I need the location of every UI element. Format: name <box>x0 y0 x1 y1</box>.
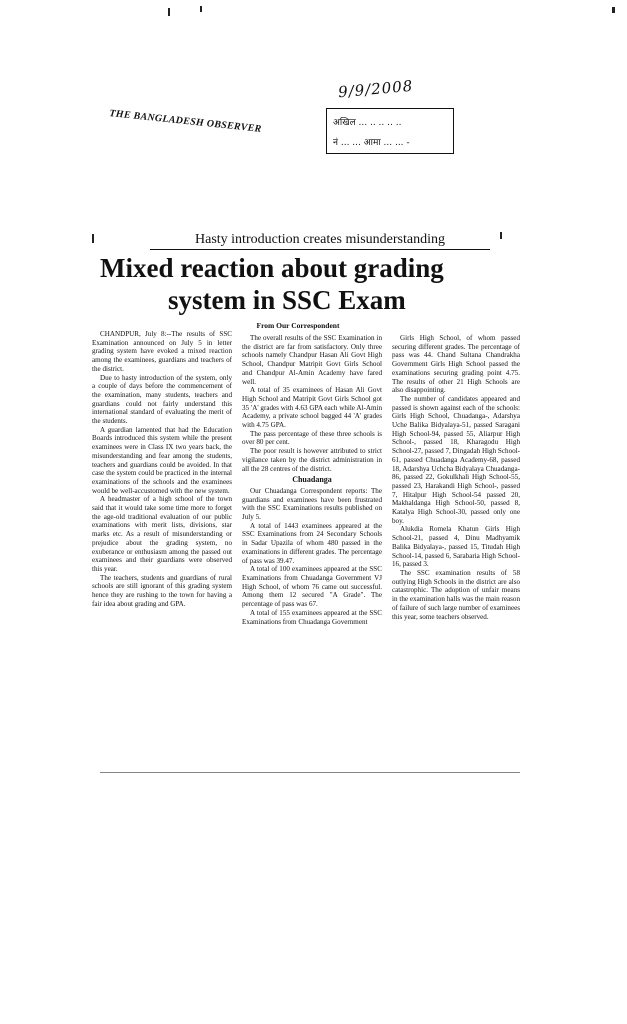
article-column-2 <box>242 334 382 770</box>
article-byline: From Our Correspondent <box>256 321 340 330</box>
paragraph: The overall results of the SSC Examination in the district are far from satisfactory. Only three schools namely Chandpur Hasan Ali Govt High School, Chandpur Matripit Govt Girls School and Chandpur Al-Amin Academy have fared well. <box>242 334 382 386</box>
stamp-line-1: अखिल ... .. .. .. .. <box>333 118 402 128</box>
paragraph: Alukdia Romela Khatun Girls High School-21, passed 4, Dinu Madhyamik Balika Bidyalaya-, passed 15, Titudah High School-14, passed 6, Sarabaria High School-16, passed 3. <box>392 525 520 569</box>
paragraph: The SSC examination results of 58 outlying High Schools in the district are also catastrophic. The adoption of unfair means in the examination halls was the main reason of failure of such large number of examinees this year, some teachers observed. <box>392 568 520 621</box>
scan-speck <box>612 7 615 13</box>
article-kicker: Hasty introduction creates misunderstanding <box>195 232 445 247</box>
scan-speck <box>92 234 94 243</box>
paragraph: Our Chuadanga Correspondent reports: The guardians and examinees have been frustrated with the SSC Examinations results published on July 5. <box>242 486 382 522</box>
headline-line-1: Mixed reaction about grading <box>100 253 444 283</box>
filing-stamp <box>326 108 454 154</box>
paragraph: Due to hasty introduction of the system, only a couple of days before the commencement of the examination, many students, teachers and guardians could not fairly understand this international standard of evaluating the merit of the students. <box>92 373 232 426</box>
handwritten-date: 9/9/2008 <box>337 76 415 102</box>
paragraph: The poor result is however attributed to strict vigilance taken by the district administration in all the 28 centres of the district. <box>242 447 382 473</box>
paragraph: A total of 1443 examinees appeared at the SSC Examinations from 24 Secondary Schools in Sadar Upazila of whom 480 passed in the examinations in different grades. The percentage of pass was 39.47. <box>242 521 382 565</box>
paragraph: A guardian lamented that had the Education Boards introduced this system while the present examinees were in Class IX two years back, the misunderstanding and fear among the students, teachers and guardians could be avoided. In that case the system could be practiced in the internal examinations of the schools and the examinees would be well-accustomed with the new system. <box>92 425 232 495</box>
headline-line-2: system in SSC Exam <box>168 285 406 315</box>
stamp-line-2: नं ... ... आमा ... ... - <box>333 138 410 148</box>
paragraph: A total of 155 examinees appeared at the SSC Examinations from Chuadanga Government <box>242 608 382 626</box>
paragraph: Girls High School, of whom passed securing different grades. The percentage of pass was 44. Chand Sultana Chandrakha Government Girls High School passed the examinations securing grading point 4.75. The results of other 21 High Schools are also disappointing. <box>392 334 520 395</box>
kicker-rule <box>150 249 490 250</box>
scan-speck <box>168 8 170 16</box>
paragraph: The teachers, students and guardians of rural schools are still ignorant of this grading system hence they are rushing to the town for having a fair idea about grading and GPA. <box>92 573 232 608</box>
paragraph: The pass percentage of these three schools is over 80 per cent. <box>242 429 382 447</box>
article-column-1 <box>92 330 232 770</box>
paragraph: CHANDPUR, July 8:--The results of SSC Examination announced on July 5 in letter grading system have evoked a mixed reaction among the examinees, guardians and teachers of the district. <box>92 330 232 373</box>
section-subhead: Chuadanga <box>292 475 332 485</box>
paragraph: The number of candidates appeared and passed is shown against each of the schools: Girls High School, Chuadanga-, Adarshya Uche Balika Bidyalaya-51, passed Saragani High School-94, passed 55, Aliarpur High School-, passed 18, Kharagodu High School-27, passed 7, Dingadah High School-61, passed Chuadanga Academy-68, passed 18, Adarshya Uchcha Bidyalaya Chuadanga-86, passed 22, Gokulkhali High School-55, passed 23, Harakandi High School-, passed 7, Hitalpur High School-54 passed 20, Makhaldanga High School-50, passed 8, Katalya High School-30, passed only one boy. <box>392 394 520 525</box>
bottom-clip-rule <box>100 772 520 773</box>
scan-speck <box>200 6 202 12</box>
paragraph: A total of 100 examinees appeared at the SSC Examinations from Chuadanga Government VJ High School, of whom 76 came out successful. Among them 12 secured "A Grade". The percentage of pass was 67. <box>242 565 382 609</box>
article-column-3 <box>392 334 520 770</box>
paragraph: A total of 35 examinees of Hasan Ali Govt High School and Matripit Govt Girls School got 35 'A' grades with 4.63 GPA each while Al-Amin Academy, a private school bagged 44 'A' grades with 4.75 GPA. <box>242 386 382 430</box>
newspaper-name: THE BANGLADESH OBSERVER <box>108 108 263 135</box>
paragraph: A headmaster of a high school of the town said that it would take some time more to forget the age-old traditional evaluation of our public examinations with merit lists, divisions, star marks etc. As a result of misunderstanding or prejudice about the grading system, no exuberance or enthusiasm among the passed out examinees and their guardians were observed this year. <box>92 495 232 573</box>
